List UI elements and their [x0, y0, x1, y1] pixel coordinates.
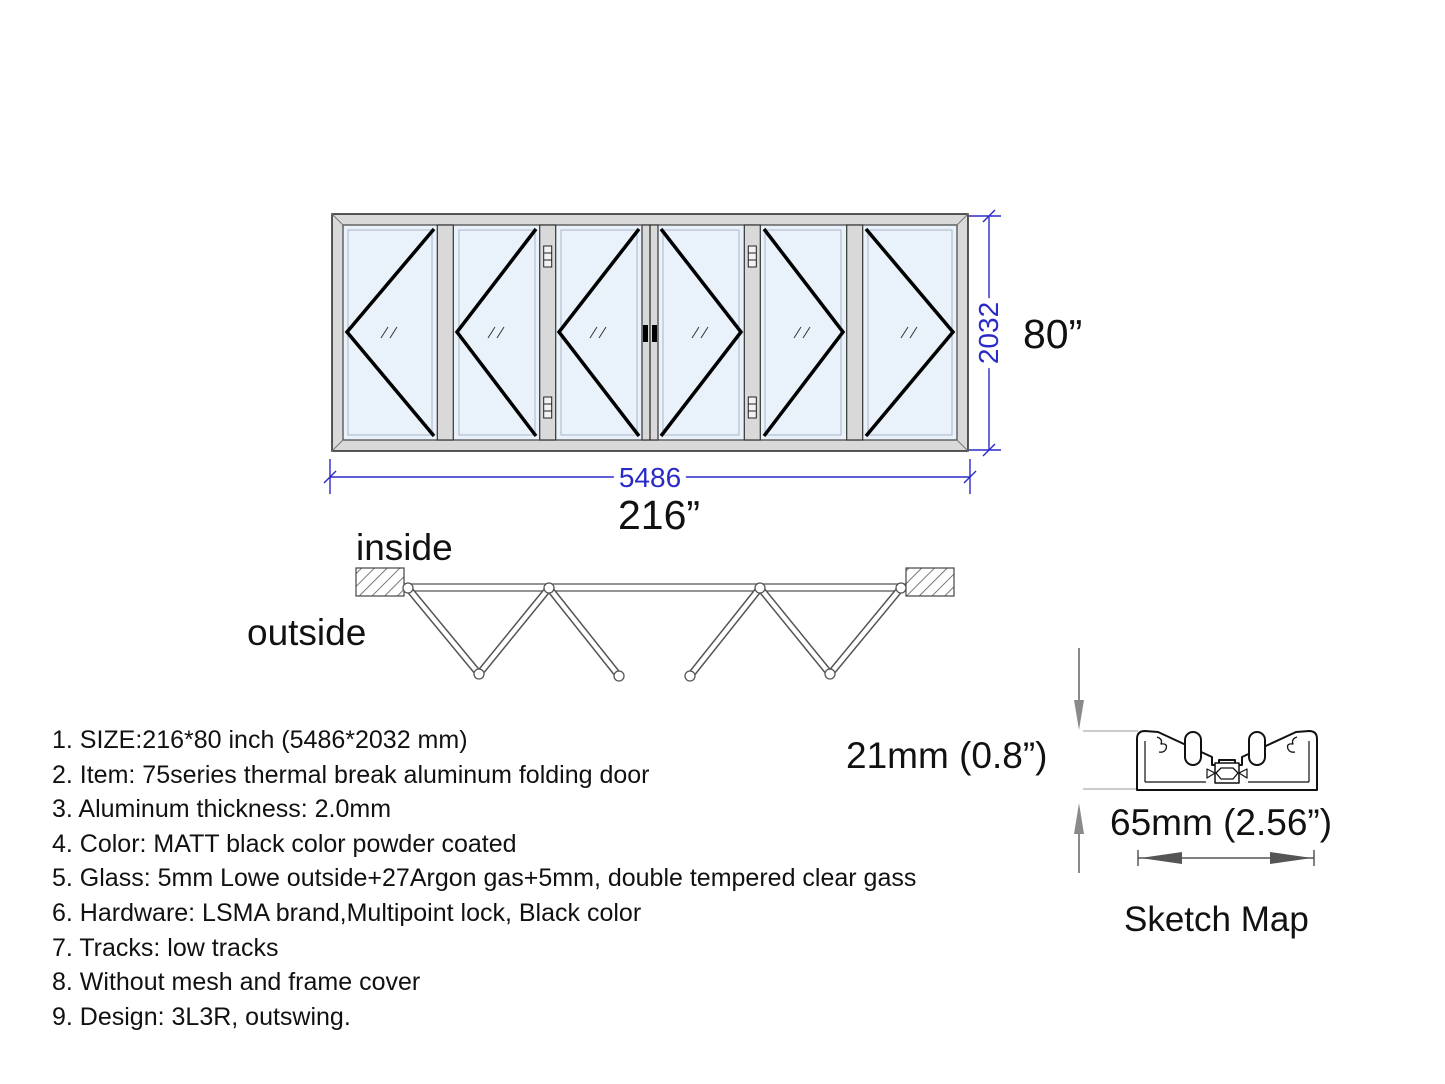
track-lines — [404, 584, 906, 591]
door-elevation — [332, 214, 968, 451]
spec-item: 8. Without mesh and frame cover — [52, 968, 421, 997]
dimension-width-inch: 216” — [618, 492, 701, 538]
spec-list — [52, 723, 916, 1034]
track-width-dimension: 65mm (2.56”) — [1110, 802, 1333, 843]
dimension-height-mm: 2032 — [973, 298, 1005, 368]
wall-block-left — [356, 568, 404, 596]
width-dimension-sketch — [1138, 850, 1314, 866]
wall-block-right — [906, 568, 954, 596]
spec-item: 4. Color: MATT black color powder coated — [52, 829, 517, 858]
extension-lines — [1083, 731, 1138, 789]
sketch-map-caption: Sketch Map — [1124, 900, 1309, 939]
height-arrows — [1074, 648, 1084, 873]
pivot-joints — [403, 583, 906, 681]
folded-panels — [408, 588, 901, 676]
dimension-width-mm: 5486 — [614, 462, 686, 494]
spec-item: 9. Design: 3L3R, outswing. — [52, 1002, 351, 1031]
dimension-height-inch: 80” — [1023, 311, 1083, 357]
outside-label: outside — [247, 612, 367, 653]
plan-view — [356, 568, 954, 681]
roller-right — [1249, 732, 1265, 765]
roller-left — [1185, 732, 1201, 765]
track-profile — [1137, 731, 1317, 790]
spec-item: 5. Glass: 5mm Lowe outside+27Argon gas+5mm, double tempered clear gass — [52, 864, 917, 893]
inside-label: inside — [356, 527, 453, 568]
track-height-dimension: 21mm (0.8”) — [846, 735, 1048, 776]
spec-item: 2. Item: 75series thermal break aluminum folding door — [52, 760, 650, 789]
spec-item: 7. Tracks: low tracks — [52, 933, 279, 962]
spec-item: 1. SIZE:216*80 inch (5486*2032 mm) — [52, 726, 468, 754]
spec-item: 6. Hardware: LSMA brand,Multipoint lock, Black color — [52, 898, 642, 927]
spec-item: 3. Aluminum thickness: 2.0mm — [52, 795, 392, 824]
